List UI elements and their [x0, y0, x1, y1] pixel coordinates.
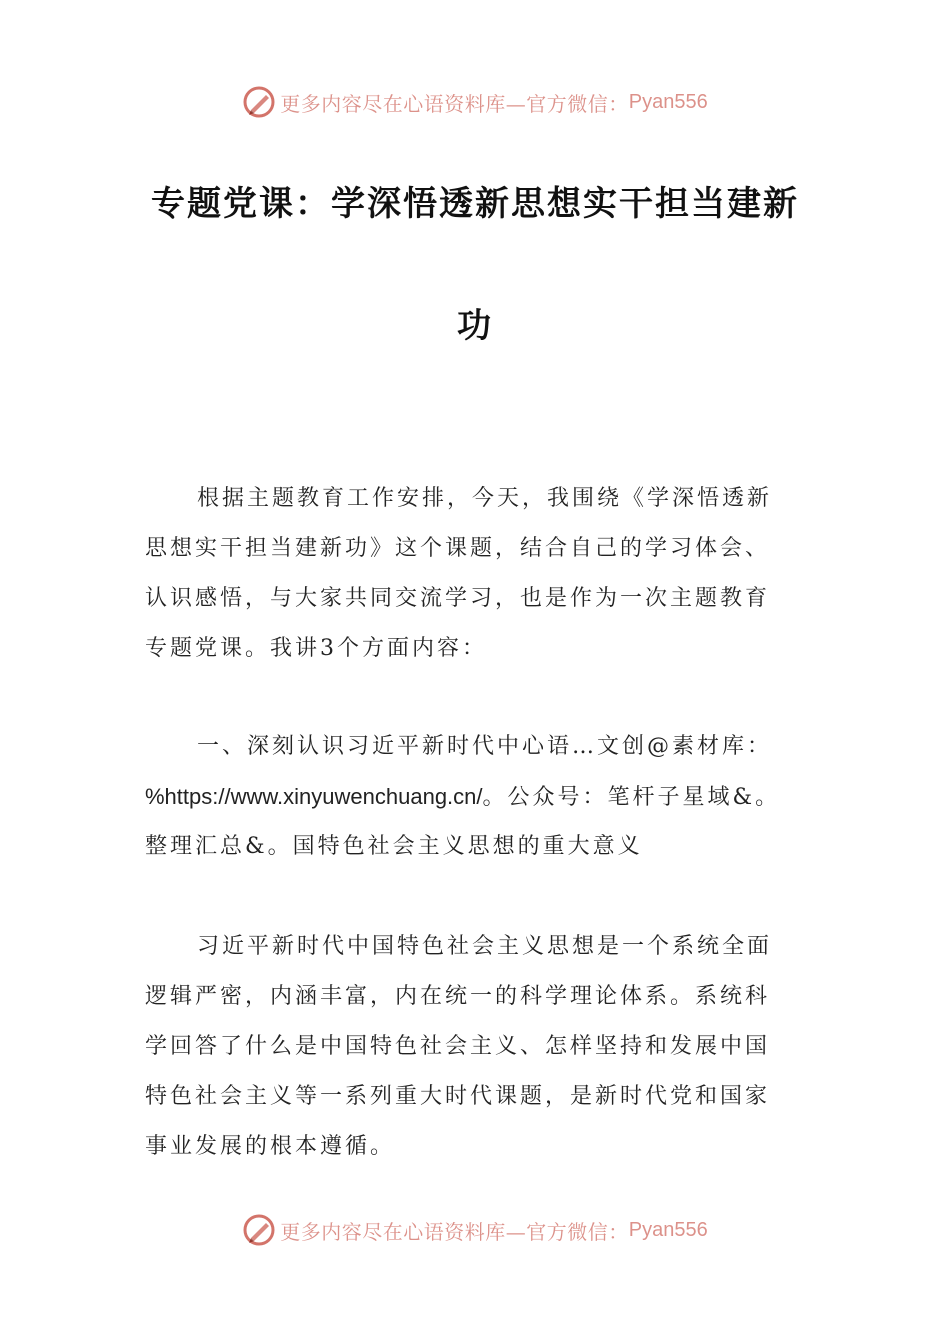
watermark-text: 更多内容尽在心语资料库—官方微信： — [280, 91, 629, 116]
paragraph-line-rest: 。公众号：笔杆子星域&。 — [482, 785, 781, 810]
paragraph-line: 一、深刻认识习近平新时代中心语…文创@素材库： — [197, 734, 773, 759]
paragraph-line: 整理汇总&。国特色社会主义思想的重大意义 — [145, 834, 643, 859]
paragraph-line: 根据主题教育工作安排，今天，我围绕《学深悟透新 — [197, 486, 773, 511]
pen-logo-icon — [242, 85, 276, 119]
watermark-wechat-handle: Pyan556 — [628, 1218, 708, 1241]
paragraph-line: 特色社会主义等一系列重大时代课题，是新时代党和国家 — [145, 1084, 771, 1109]
pen-logo-icon — [242, 1213, 276, 1247]
paragraph-section-heading — [145, 722, 825, 872]
header-watermark-banner — [0, 82, 950, 122]
paragraph-line: 专题党课。我讲3个方面内容： — [145, 636, 487, 661]
document-title-line-2: 功 — [457, 306, 493, 346]
paragraph-line: 事业发展的根本遵循。 — [145, 1134, 396, 1159]
document-title-line-1: 专题党课：学深悟透新思想实干担当建新 — [151, 184, 799, 224]
watermark-wechat-handle: Pyan556 — [628, 90, 708, 113]
paragraph-body — [145, 922, 825, 1172]
website-url-text: %https://www.xinyuwenchuang.cn/ — [145, 784, 483, 809]
paragraph-line: 逻辑严密，内涵丰富，内在统一的科学理论体系。系统科 — [145, 984, 771, 1009]
footer-watermark-banner — [0, 1210, 950, 1250]
paragraph-intro — [145, 474, 825, 674]
watermark-text: 更多内容尽在心语资料库—官方微信： — [280, 1219, 629, 1244]
paragraph-line: 学回答了什么是中国特色社会主义、怎样坚持和发展中国 — [145, 1034, 771, 1059]
paragraph-line: 思想实干担当建新功》这个课题，结合自己的学习体会、 — [145, 536, 771, 561]
paragraph-line: 认识感悟，与大家共同交流学习，也是作为一次主题教育 — [145, 586, 771, 611]
paragraph-line: 习近平新时代中国特色社会主义思想是一个系统全面 — [197, 934, 773, 959]
paragraph-line — [145, 772, 825, 822]
